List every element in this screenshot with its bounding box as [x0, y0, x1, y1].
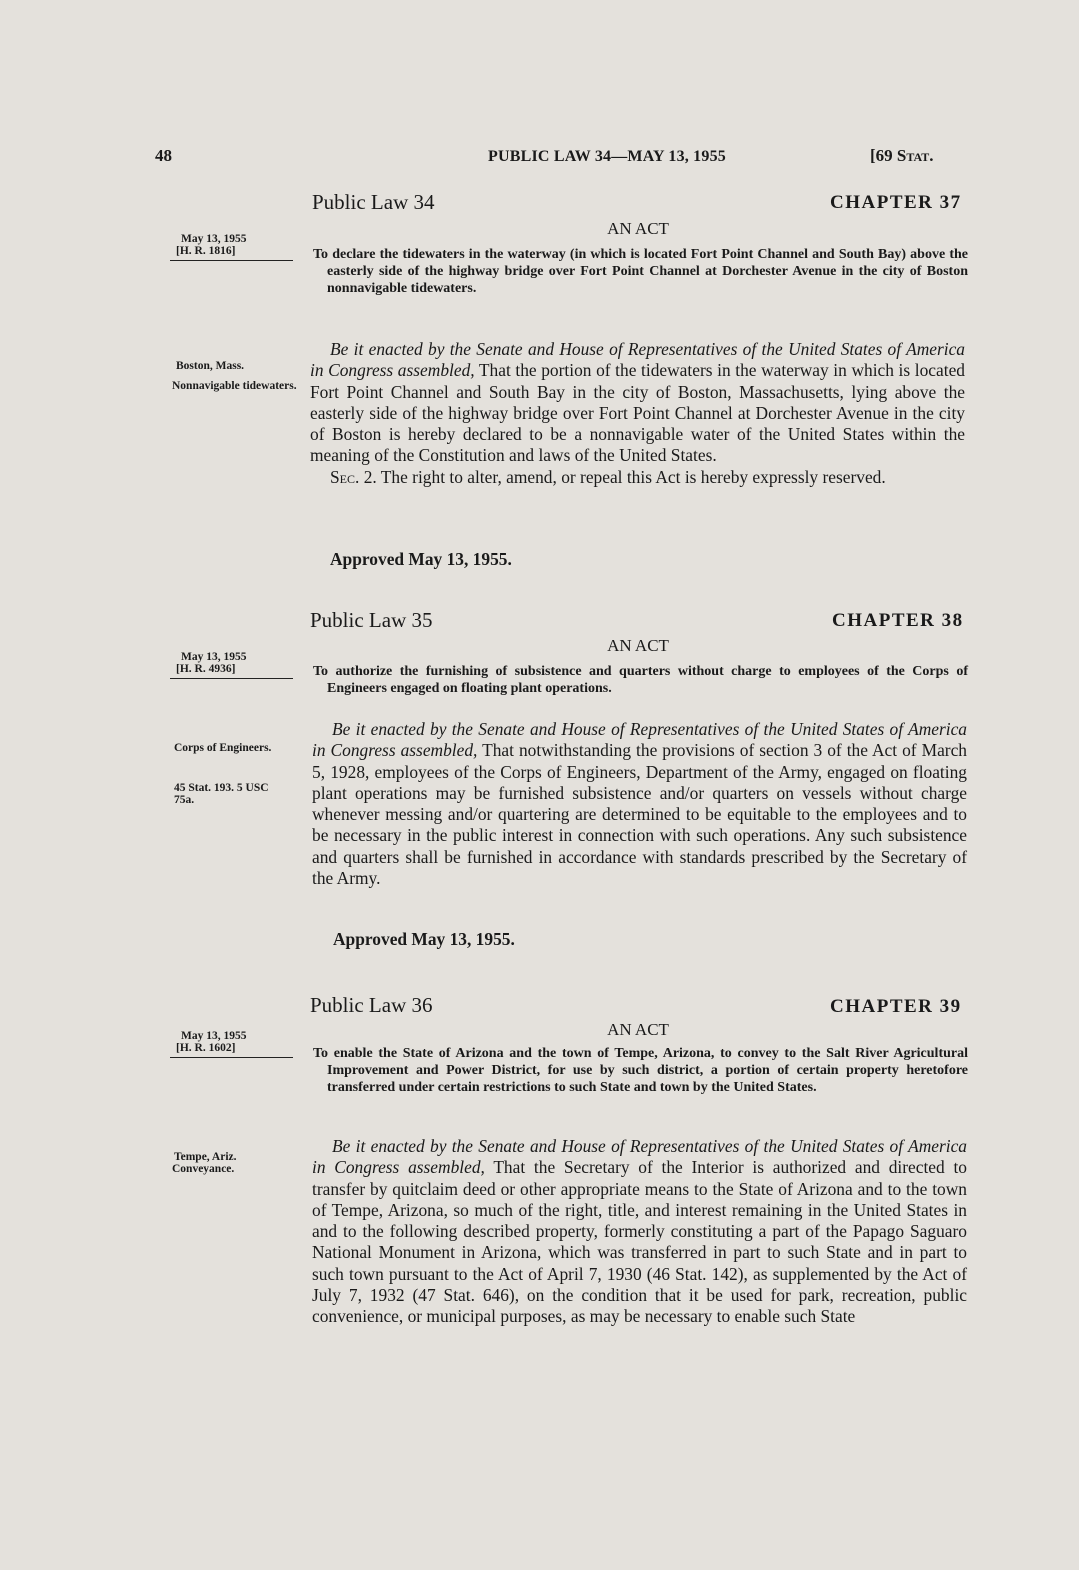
margin-bill-number: [H. R. 4936]	[176, 663, 236, 675]
chapter-heading: CHAPTER 37	[830, 192, 962, 213]
chapter-heading: CHAPTER 39	[830, 996, 962, 1017]
body-text: That the portion of the tidewaters in the waterway in which is located Fort Point Channel and South Bay in the city of Boston, Massachusetts, lying above the easterly side of the highway bridge over Fort Point Channel at Dorchester Avenue in the city of Boston is hereby declared to be a nonnavigable water of the United States within the meaning of the Constitution and laws of the United States.	[310, 360, 965, 466]
body-paragraph	[312, 1136, 967, 1328]
an-act-heading: AN ACT	[607, 1020, 669, 1039]
law-title: Public Law 34	[312, 190, 435, 214]
act-body	[310, 339, 965, 488]
an-act-heading: AN ACT	[607, 219, 669, 238]
act-purpose	[313, 663, 968, 697]
law-title: Public Law 35	[310, 608, 433, 632]
section-text: The right to alter, amend, or repeal this Act is hereby expressly reserved.	[380, 466, 886, 487]
margin-note: Conveyance.	[172, 1163, 235, 1175]
body-paragraph	[312, 719, 967, 889]
purpose-text: To enable the State of Arizona and the town of Tempe, Arizona, to convey to the Salt River Agricultural Improvement and Power District, for use by such district, a portion of certain property heretofore transferred under certain restrictions to such State and town by the United States.	[313, 1046, 968, 1095]
enacting-clause: Be it enacted by the Senate and House of Representatives of the United States of America in Congress assembled,	[312, 719, 967, 761]
body-paragraph	[310, 339, 965, 467]
enacting-clause: Be it enacted by the Senate and House of Representatives of the United States of America in Congress assembled,	[312, 1136, 967, 1178]
running-title: PUBLIC LAW 34—MAY 13, 1955	[488, 148, 726, 165]
act-body	[312, 1136, 967, 1328]
margin-date: May 13, 1955	[181, 1030, 247, 1042]
volume-citation: [69 Stat.	[870, 146, 934, 165]
margin-date: May 13, 1955	[181, 233, 247, 245]
margin-bill-number: [H. R. 1602]	[176, 1042, 236, 1054]
margin-note: Tempe, Ariz.	[174, 1151, 237, 1163]
law-title: Public Law 36	[310, 993, 433, 1017]
page-number: 48	[155, 146, 172, 165]
section-label: Sec. 2.	[330, 466, 377, 487]
margin-rule	[170, 1057, 293, 1058]
approval-line: Approved May 13, 1955.	[330, 549, 512, 569]
chapter-heading: CHAPTER 38	[832, 610, 964, 631]
section-paragraph	[310, 467, 965, 488]
margin-note: Nonnavigable tidewaters.	[172, 380, 297, 392]
margin-note: 45 Stat. 193. 5 USC 75a.	[174, 782, 269, 806]
purpose-text: To authorize the furnishing of subsistence and quarters without charge to employees of the Corps of Engineers engaged on floating plant operations.	[313, 664, 968, 696]
body-text: That notwithstanding the provisions of section 3 of the Act of March 5, 1928, employees of the Corps of Engineers, Department of the Army, engaged on floating plant operations may be furnished subsistence and/or quarters on vessels without charge whenever messing and/or quartering are determined to be equitable to the employees and to be necessary in the public interest in connection with such operations. Any such subsistence and quarters shall be furnished in accordance with standards prescribed by the Secretary of the Army.	[312, 740, 967, 889]
body-text: That the Secretary of the Interior is authorized and directed to transfer by quitclaim deed or other appropriate means to the State of Arizona and to the town of Tempe, Arizona, so much of the right, title, and interest remaining in the United States in and to the following described property, formerly constituting a part of the Papago Saguaro National Monument in Arizona, which was transferred in part to such State and in part to such town pursuant to the Act of April 7, 1930 (46 Stat. 142), as supplemented by the Act of July 7, 1932 (47 Stat. 646), on the condition that it be used for park, recreation, public convenience, or municipal purposes, as may be necessary to enable such State	[312, 1157, 967, 1327]
enacting-clause: Be it enacted by the Senate and House of Representatives of the United States of America in Congress assembled,	[310, 339, 965, 381]
margin-note: Corps of Engineers.	[174, 742, 272, 754]
margin-note: Boston, Mass.	[176, 360, 245, 372]
approval-line: Approved May 13, 1955.	[333, 929, 515, 949]
act-purpose	[313, 246, 968, 297]
margin-rule	[170, 678, 293, 679]
act-body	[312, 719, 967, 889]
margin-rule	[170, 260, 293, 261]
margin-bill-number: [H. R. 1816]	[176, 245, 236, 257]
margin-date: May 13, 1955	[181, 651, 247, 663]
purpose-text: To declare the tidewaters in the waterway (in which is located Fort Point Channel and South Bay) above the easterly side of the highway bridge over Fort Point Channel at Dorchester Avenue in the city of Boston nonnavigable tidewaters.	[313, 247, 968, 296]
act-purpose	[313, 1045, 968, 1096]
an-act-heading: AN ACT	[607, 636, 669, 655]
